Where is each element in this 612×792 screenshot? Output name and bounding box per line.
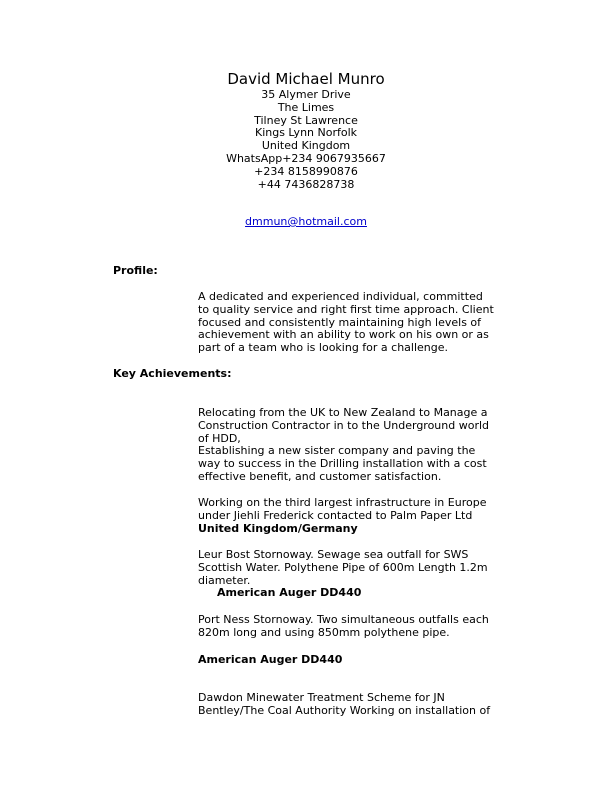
achievement-line: Dawdon Minewater Treatment Scheme for JN: [198, 691, 445, 704]
achievement-leur-bost: [198, 549, 498, 600]
achievement-line: Bentley/The Coal Authority Working on installation of: [198, 703, 491, 717]
profile-line: to quality service and right first time approach. Client: [198, 302, 494, 316]
achievement-relocating: [198, 407, 498, 484]
address-line: The Limes: [277, 100, 335, 114]
profile-line: A dedicated and experienced individual, committed: [198, 290, 483, 303]
profile-line: part of a team who is looking for a challenge.: [198, 341, 449, 355]
phone-line: +234 8158990876: [254, 164, 358, 178]
phone-line: +44 7436828738: [257, 177, 355, 191]
achievement-port-ness: [198, 614, 498, 640]
email-link[interactable]: dmmun@hotmail.com: [245, 215, 367, 228]
achievement-line: Scottish Water. Polythene Pipe of 600m Length 1.2m: [198, 560, 488, 574]
profile-text: [198, 291, 498, 355]
achievement-line: effective benefit, and customer satisfaction.: [198, 469, 442, 483]
achievement-line: under Jiehli Frederick contacted to Palm Paper Ltd: [198, 508, 473, 522]
address-line: Tilney St Lawrence: [254, 113, 358, 127]
email-container: [0, 215, 612, 228]
achievement-equipment: American Auger DD440: [217, 586, 362, 600]
achievements-heading: Key Achievements:: [113, 367, 232, 380]
address-line: 35 Alymer Drive: [261, 88, 351, 101]
achievement-location: United Kingdom/Germany: [198, 521, 358, 535]
phone-whatsapp: WhatsApp+234 9067935667: [226, 151, 386, 165]
candidate-name: David Michael Munro: [227, 70, 385, 88]
achievement-dawdon: [198, 692, 498, 718]
achievement-infrastructure: [198, 497, 498, 535]
profile-line: achievement with an ability to work on his own or as: [198, 328, 489, 342]
achievement-line: Relocating from the UK to New Zealand to Manage a: [198, 406, 488, 419]
achievement-equipment: American Auger DD440: [198, 653, 343, 666]
achievement-line: diameter.: [198, 573, 251, 587]
contact-header: [0, 70, 612, 191]
profile-heading: Profile:: [113, 264, 158, 277]
achievement-line: Construction Contractor in to the Underground world: [198, 418, 490, 432]
achievement-line: Port Ness Stornoway. Two simultaneous outfalls each: [198, 613, 489, 626]
profile-line: focused and consistently maintaining high levels of: [198, 315, 482, 329]
achievement-line: Leur Bost Stornoway. Sewage sea outfall for SWS: [198, 548, 469, 561]
address-line: Kings Lynn Norfolk: [254, 126, 358, 140]
achievement-line: way to success in the Drilling installation with a cost: [198, 457, 487, 471]
achievement-line: Establishing a new sister company and paving the: [198, 444, 476, 458]
achievement-line: Working on the third largest infrastructure in Europe: [198, 496, 487, 509]
address-line: United Kingdom: [261, 139, 351, 153]
achievement-line: of HDD,: [198, 431, 241, 445]
achievement-line: 820m long and using 850mm polythene pipe.: [198, 625, 450, 639]
